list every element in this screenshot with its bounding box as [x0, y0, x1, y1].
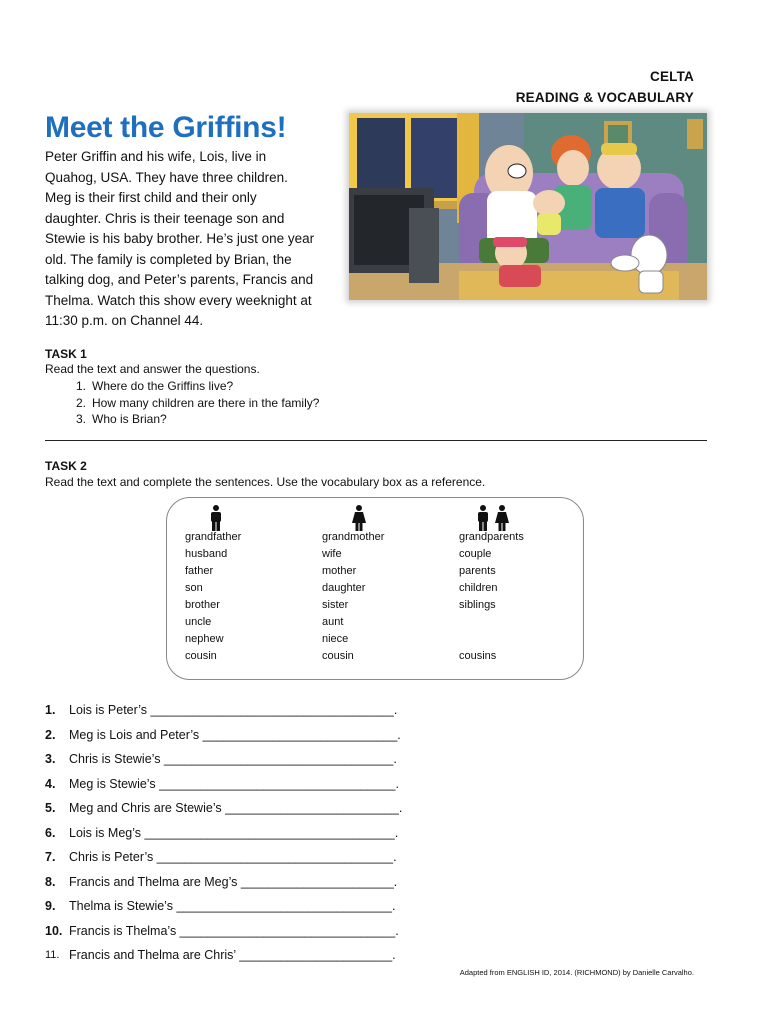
exercise-item[interactable]: [45, 698, 402, 723]
vocab-word: siblings: [459, 599, 496, 611]
intro-line: Stewie is his baby brother. He’s just one year: [45, 231, 315, 246]
exercise-text: Francis and Thelma are Meg’s ______________________.: [69, 874, 398, 889]
answer-line[interactable]: [45, 440, 707, 441]
exercise-text: Chris is Peter’s __________________________________.: [69, 850, 397, 865]
exercise-item[interactable]: [45, 821, 402, 846]
exercise-number: 1.: [45, 703, 56, 718]
question-item: [45, 395, 319, 412]
vocab-word: aunt: [322, 616, 344, 628]
vocab-word: wife: [322, 548, 342, 560]
vocab-word: father: [185, 565, 214, 577]
question-text: How many children are there in the family?: [92, 395, 320, 410]
intro-line: old. The family is completed by Brian, the: [45, 251, 292, 267]
female-icon: [351, 505, 367, 531]
vocab-word: grandfather: [185, 531, 242, 543]
source-credit: Adapted from ENGLISH ID, 2014. (RICHMOND) by Danielle Carvalho.: [459, 968, 694, 977]
exercise-item[interactable]: [45, 723, 402, 748]
vocab-word: [459, 614, 524, 631]
exercise-text: Francis is Thelma’s _______________________________.: [69, 923, 399, 938]
intro-line: 11:30 p.m. on Channel 44.: [45, 313, 204, 328]
vocab-word: cousins: [459, 650, 497, 662]
question-item: [45, 378, 319, 395]
exercise-text: Meg and Chris are Stewie’s _________________________.: [69, 801, 403, 816]
question-number: 3.: [75, 412, 86, 426]
exercise-number: 7.: [45, 850, 56, 865]
exercise-item[interactable]: [45, 747, 402, 772]
exercise-item[interactable]: [45, 796, 402, 821]
exercise-item[interactable]: [45, 772, 402, 797]
exercise-item[interactable]: [45, 943, 402, 968]
exercise-number: 11.: [45, 949, 60, 962]
intro-line: Quahog, USA. They have three children.: [45, 169, 288, 185]
course-label: CELTA: [650, 69, 694, 84]
exercise-item[interactable]: [45, 919, 402, 944]
vocab-word: [459, 631, 524, 648]
intro-line: daughter. Chris is their teenage son and: [45, 210, 285, 226]
vocab-word: brother: [185, 599, 220, 611]
vocab-word: children: [459, 582, 498, 594]
exercise-number: 10.: [45, 923, 63, 938]
question-text: Who is Brian?: [92, 412, 167, 426]
question-text: Where do the Griffins live?: [92, 379, 234, 393]
couple-icon: [476, 505, 510, 531]
vocab-plural-column: [459, 529, 524, 665]
question-number: 1.: [75, 379, 86, 393]
task2-instruction: Read the text and complete the sentences. Use the vocabulary box as a reference.: [45, 475, 486, 489]
task1-questions: [45, 378, 319, 428]
page-title: Meet the Griffins!: [45, 111, 287, 144]
vocab-word: sister: [322, 599, 349, 611]
exercise-text: Chris is Stewie’s _________________________________.: [69, 752, 397, 767]
task1-label: TASK 1: [45, 347, 87, 361]
exercise-text: Meg is Lois and Peter’s ____________________________.: [69, 727, 401, 742]
exercise-number: 9.: [45, 899, 56, 914]
vocab-word: cousin: [322, 650, 354, 662]
vocab-word: nephew: [185, 633, 224, 645]
vocab-word: couple: [459, 548, 492, 560]
vocab-word: parents: [459, 565, 496, 577]
task1-instruction: Read the text and answer the questions.: [45, 362, 260, 376]
task2-label: TASK 2: [45, 459, 87, 473]
vocab-word: cousin: [185, 650, 217, 662]
family-illustration: [349, 113, 707, 300]
intro-line: Thelma. Watch this show every weeknight at: [45, 292, 312, 308]
vocab-word: grandmother: [322, 531, 385, 543]
vocab-word: mother: [322, 565, 357, 577]
intro-paragraph: [45, 147, 335, 332]
intro-line: Meg is their first child and their only: [45, 190, 257, 205]
exercise-number: 4.: [45, 776, 56, 791]
vocab-word: niece: [322, 633, 349, 645]
exercise-item[interactable]: [45, 870, 402, 895]
exercise-number: 6.: [45, 825, 56, 840]
section-label: READING & VOCABULARY: [515, 90, 694, 105]
exercise-text: Thelma is Stewie’s _______________________________.: [69, 899, 396, 914]
vocab-word: husband: [185, 548, 228, 560]
male-icon: [209, 505, 223, 531]
exercise-item[interactable]: [45, 845, 402, 870]
exercise-text: Lois is Peter’s ___________________________________.: [69, 703, 398, 718]
exercise-number: 5.: [45, 801, 56, 816]
exercise-item[interactable]: [45, 894, 402, 919]
task2-exercises: [45, 698, 402, 968]
exercise-number: 3.: [45, 752, 56, 767]
question-number: 2.: [75, 395, 86, 410]
vocab-word: daughter: [322, 582, 366, 594]
intro-line: Peter Griffin and his wife, Lois, live in: [45, 149, 267, 164]
question-item: [45, 411, 319, 428]
vocab-word: uncle: [185, 616, 212, 628]
intro-line: talking dog, and Peter’s parents, Francis and: [45, 272, 314, 287]
vocab-male-column: [185, 529, 241, 665]
vocab-female-column: [322, 529, 384, 665]
vocab-word: son: [185, 582, 203, 594]
exercise-text: Lois is Meg’s ____________________________________.: [69, 825, 399, 840]
exercise-number: 2.: [45, 727, 56, 742]
vocab-word: grandparents: [459, 531, 524, 543]
exercise-text: Francis and Thelma are Chris’ ______________________.: [69, 948, 396, 963]
exercise-number: 8.: [45, 874, 56, 889]
exercise-text: Meg is Stewie’s __________________________________.: [69, 776, 399, 791]
